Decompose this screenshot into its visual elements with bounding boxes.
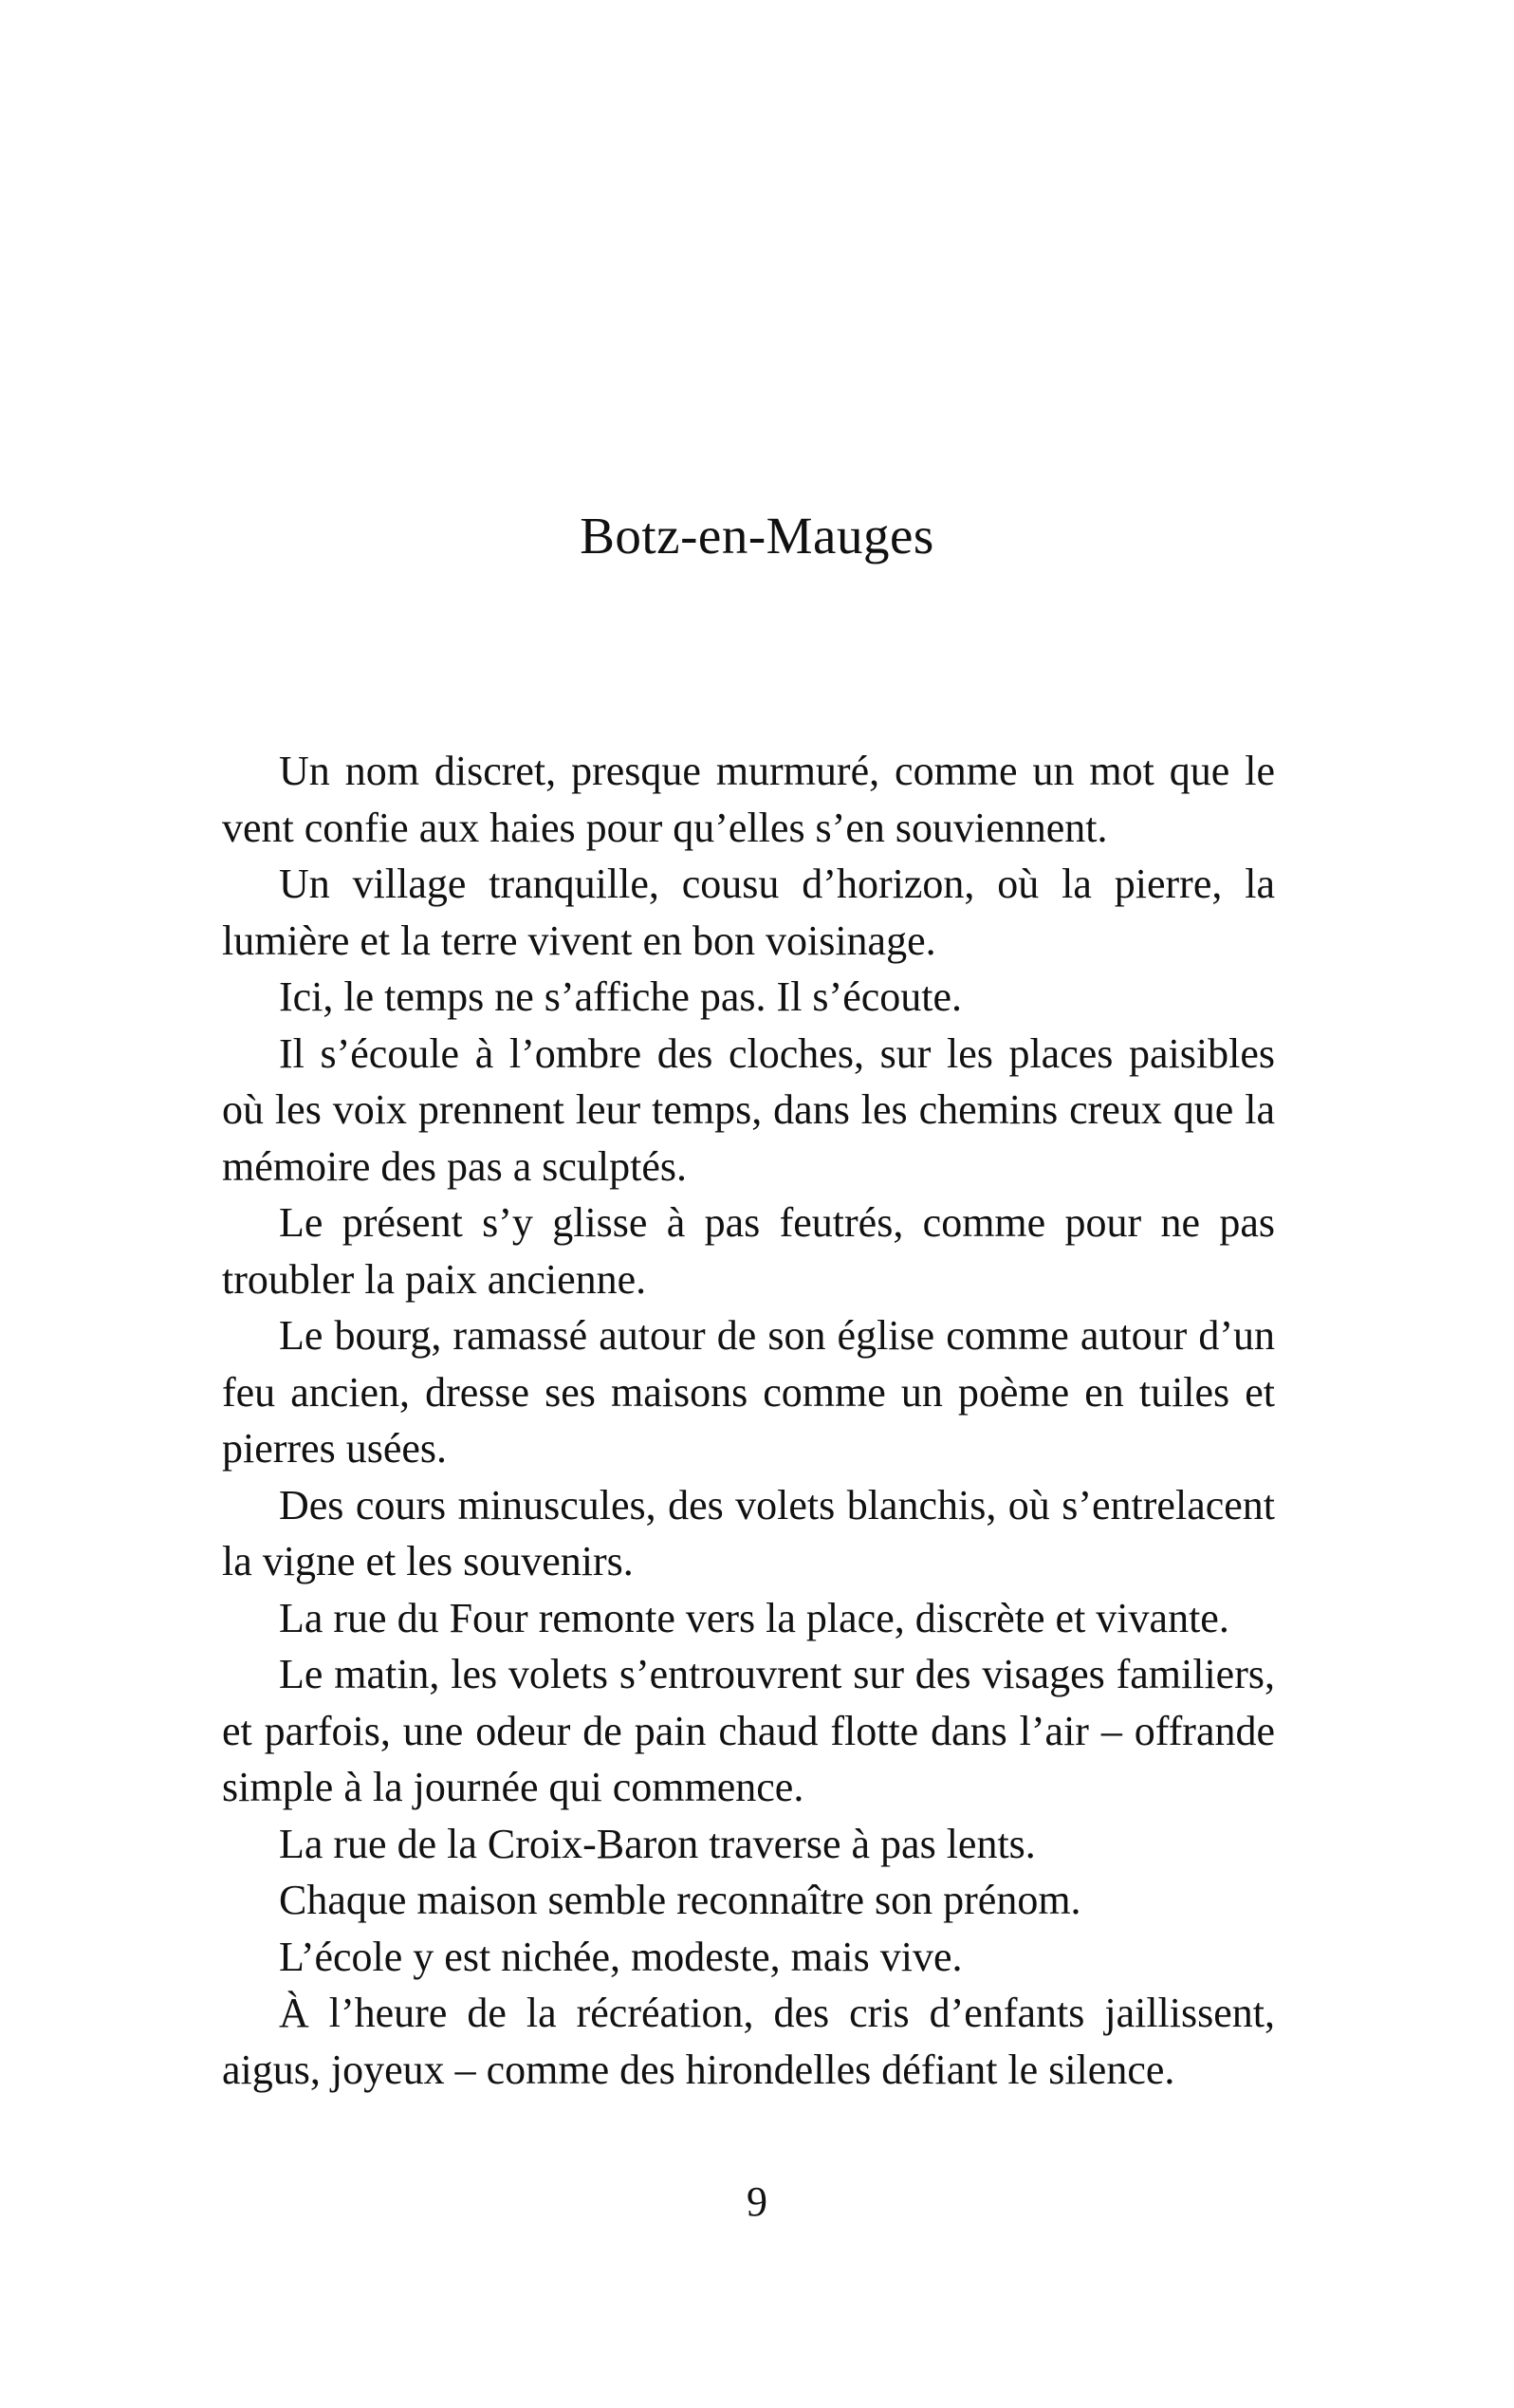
paragraph: Ici, le temps ne s’affiche pas. Il s’écoute. — [279, 973, 963, 1020]
chapter-title: Botz-en-Mauges — [580, 507, 934, 565]
paragraph: Le matin, les volets s’entrouvrent sur des visages familiers, et parfois, une odeur de pain chaud flotte dans l’air – offrande simple à la journée qui commence. — [222, 1651, 1275, 1810]
paragraph: Il s’écoule à l’ombre des cloches, sur les places paisibles où les voix prennent leur temps, dans les chemins creux que la mémoire des pas a sculptés. — [222, 1029, 1275, 1190]
paragraph: L’école y est nichée, modeste, mais vive. — [279, 1933, 963, 1980]
paragraph: La rue de la Croix-Baron traverse à pas lents. — [279, 1820, 1036, 1867]
paragraph: Un nom discret, presque murmuré, comme un mot que le vent confie aux haies pour qu’elles s’en souviennent. — [222, 748, 1275, 851]
page-number: 9 — [747, 2178, 767, 2225]
paragraph: Un village tranquille, cousu d’horizon, où la pierre, la lumière et la terre vivent en bon voisinage. — [222, 861, 1275, 964]
paragraph: La rue du Four remonte vers la place, discrète et vivante. — [279, 1594, 1229, 1641]
body-text — [222, 743, 1275, 2098]
paragraph: Chaque maison semble reconnaître son prénom. — [279, 1877, 1081, 1923]
paragraph: À l’heure de la récréation, des cris d’enfants jaillissent, aigus, joyeux – comme des hirondelles défiant le silence. — [222, 1990, 1275, 2093]
paragraph: Des cours minuscules, des volets blanchis, où s’entrelacent la vigne et les souvenirs. — [222, 1481, 1275, 1584]
paragraph: Le présent s’y glisse à pas feutrés, comme pour ne pas troubler la paix ancienne. — [222, 1199, 1275, 1303]
paragraph: Le bourg, ramassé autour de son église comme autour d’un feu ancien, dresse ses maisons comme un poème en tuiles et pierres usées. — [222, 1312, 1275, 1472]
